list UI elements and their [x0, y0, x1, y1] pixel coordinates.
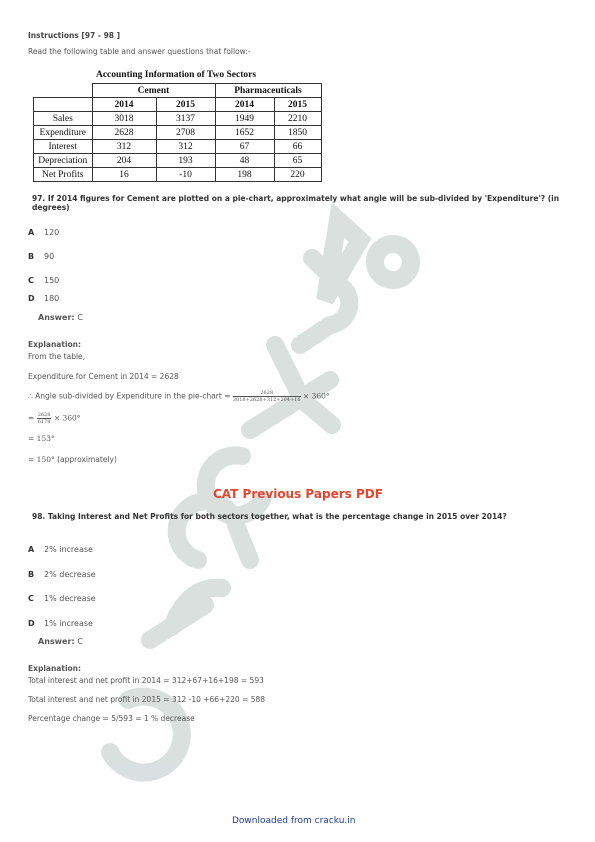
fraction-denominator: 3018+2628+312+204+16	[232, 397, 301, 403]
watermark-ring	[375, 244, 411, 280]
table-cell: 48	[215, 154, 274, 168]
row-label: Net Profits	[34, 168, 93, 182]
option-letter: D	[28, 619, 35, 628]
q98-option-a[interactable]	[28, 545, 93, 554]
table-cell: 3137	[156, 112, 215, 126]
question-97: 97. If 2014 figures for Cement are plotted on a pie-chart, approximately what angle will be sub-divided by 'Expenditure'? (in degrees)	[32, 194, 560, 212]
table-cell: 204	[92, 154, 156, 168]
row-label: Interest	[34, 140, 93, 154]
row-label: Expenditure	[34, 126, 93, 140]
option-text: 2% increase	[44, 545, 93, 554]
year-header: 2014	[215, 98, 274, 112]
q98-answer	[38, 637, 83, 646]
fraction-numerator: 2628	[37, 412, 51, 418]
answer-label: Answer:	[38, 637, 75, 646]
explanation-text: × 360°	[302, 391, 330, 401]
explanation-text: (approximately)	[57, 455, 117, 464]
option-letter: A	[28, 228, 35, 237]
table-cell: 1850	[274, 126, 321, 140]
option-letter: B	[28, 570, 35, 579]
option-text: 2% decrease	[44, 570, 96, 579]
fraction	[37, 412, 52, 425]
table-cell: 65	[274, 154, 321, 168]
table-cell: 3018	[92, 112, 156, 126]
year-header: 2015	[274, 98, 321, 112]
question-98: 98. Taking Interest and Net Profits for both sectors together, what is the percentage change in 2015 over 2014?	[32, 512, 507, 521]
equals-sign: =	[28, 413, 35, 423]
year-header: 2015	[156, 98, 215, 112]
row-label: Depreciation	[34, 154, 93, 168]
watermark-pen	[325, 220, 360, 300]
table-cell: 220	[274, 168, 321, 182]
fraction-denominator: 6178	[37, 419, 51, 425]
table-row	[34, 140, 322, 154]
q98-option-c[interactable]	[28, 594, 96, 603]
table-cell: 67	[215, 140, 274, 154]
table-cell: 312	[156, 140, 215, 154]
watermark-letter-c	[110, 697, 182, 773]
answer-value: C	[77, 637, 83, 646]
cat-papers-link[interactable]: CAT Previous Papers PDF	[213, 487, 383, 501]
watermark-letter-k	[250, 345, 332, 430]
watermark-letter-r	[150, 588, 222, 640]
q97-explanation-label: Explanation:	[28, 340, 82, 349]
footer-link[interactable]: Downloaded from cracku.in	[232, 816, 356, 826]
explanation-line: Percentage change = 5/593 = 1 % decrease	[28, 714, 195, 723]
option-letter: B	[28, 252, 35, 261]
table-row	[34, 168, 322, 182]
fraction	[233, 390, 301, 403]
q97-answer	[38, 313, 83, 322]
row-label: Sales	[34, 112, 93, 126]
explanation-formula	[28, 412, 81, 425]
option-text: 150	[44, 276, 60, 285]
table-row	[34, 154, 322, 168]
option-text: 1% increase	[44, 619, 93, 628]
explanation-line: Total interest and net profit in 2015 = 312 -10 +66+220 = 588	[28, 695, 266, 704]
table-cell: 193	[156, 154, 215, 168]
fraction-numerator: 2628	[233, 390, 301, 397]
option-text: 1% decrease	[44, 594, 96, 603]
explanation-line: From the table,	[28, 352, 86, 361]
option-text: 180	[44, 294, 60, 303]
q97-option-a[interactable]	[28, 228, 59, 237]
table-cell: 198	[215, 168, 274, 182]
table-row	[34, 112, 322, 126]
option-letter: D	[28, 294, 35, 303]
answer-value: C	[77, 313, 83, 322]
option-letter: C	[28, 276, 34, 285]
table-cell: 2628	[92, 126, 156, 140]
watermark-letter-u	[300, 258, 349, 345]
table-cell: 1949	[215, 112, 274, 126]
table-cell: 1652	[215, 126, 274, 140]
group-header: Pharmaceuticals	[215, 84, 321, 98]
explanation-line: = 153°	[28, 434, 55, 443]
explanation-line: Total interest and net profit in 2014 = 312+67+16+198 = 593	[28, 676, 264, 685]
intro-text: Read the following table and answer questions that follow:-	[28, 47, 251, 56]
table-title: Accounting Information of Two Sectors	[95, 70, 257, 80]
explanation-text: ∴ Angle sub-divided by Expenditure in the pie-chart =	[28, 391, 233, 401]
group-header: Cement	[92, 84, 215, 98]
q97-option-d[interactable]	[28, 294, 59, 303]
year-header: 2014	[92, 98, 156, 112]
accounting-table	[33, 83, 322, 182]
option-text: 90	[44, 252, 55, 261]
option-text: 120	[44, 228, 60, 237]
explanation-text: × 360°	[53, 413, 81, 423]
watermark-letter-a	[177, 501, 250, 560]
table-cell: -10	[156, 168, 215, 182]
explanation-line	[28, 455, 117, 464]
explanation-line: Expenditure for Cement in 2014 = 2628	[28, 372, 179, 381]
table-cell: 66	[274, 140, 321, 154]
explanation-formula	[28, 390, 330, 403]
explanation-text: = 150°	[28, 455, 55, 464]
table-cell: 2210	[274, 112, 321, 126]
q98-option-d[interactable]	[28, 619, 93, 628]
q97-option-b[interactable]	[28, 252, 54, 261]
answer-label: Answer:	[38, 313, 75, 322]
table-row	[34, 126, 322, 140]
q98-explanation-label: Explanation:	[28, 664, 82, 673]
option-letter: C	[28, 594, 34, 603]
q98-option-b[interactable]	[28, 570, 96, 579]
watermark-letter-c2	[206, 455, 262, 515]
q97-option-c[interactable]	[28, 276, 59, 285]
table-cell: 312	[92, 140, 156, 154]
instructions-heading: Instructions [97 - 98 ]	[28, 31, 121, 40]
option-letter: A	[28, 545, 35, 554]
table-cell: 16	[92, 168, 156, 182]
table-cell: 2708	[156, 126, 215, 140]
